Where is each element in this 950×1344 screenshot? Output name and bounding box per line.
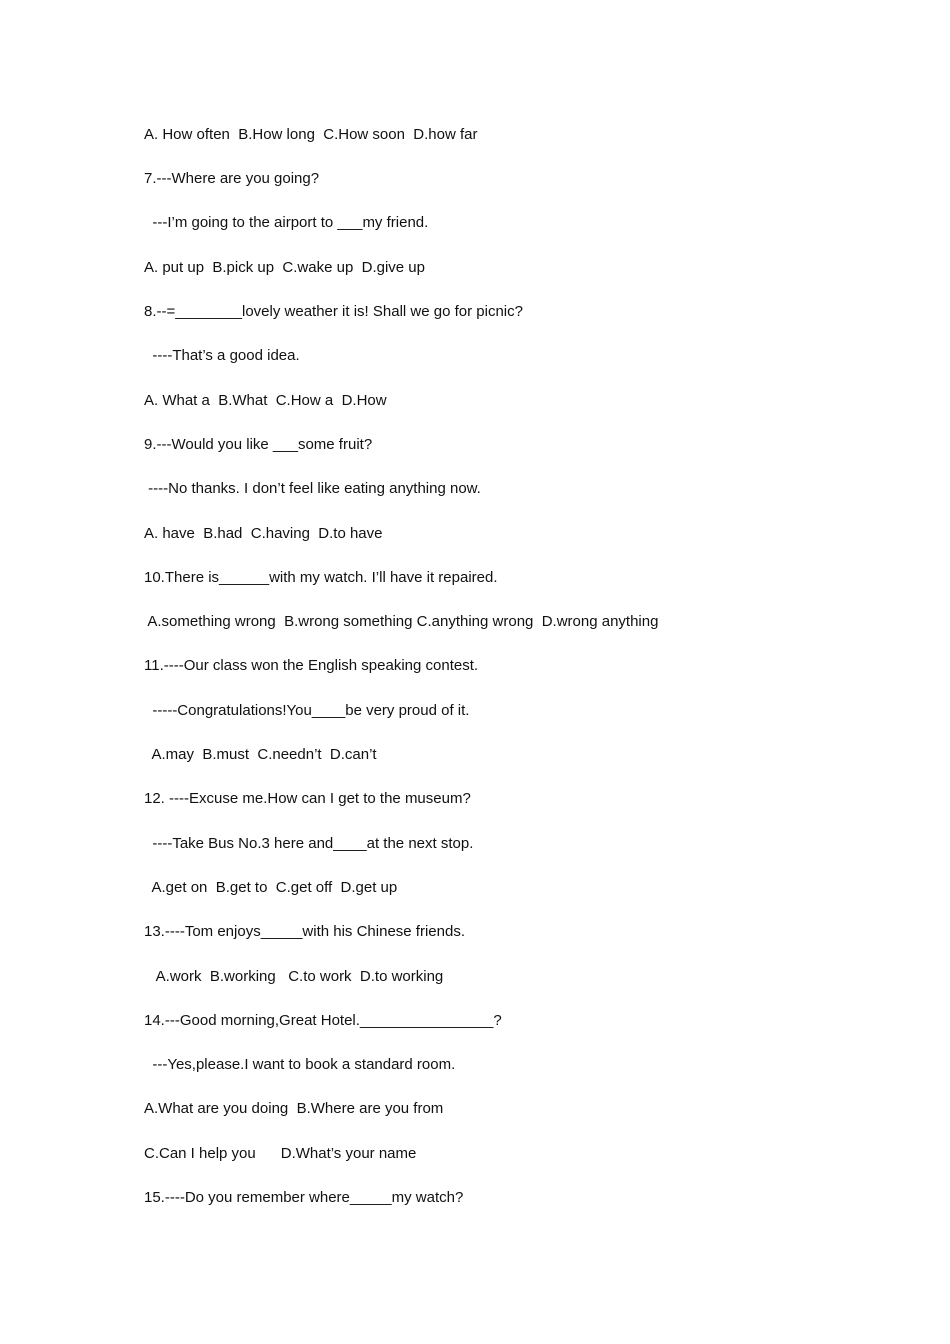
q14-options-cd: C.Can I help you D.What’s your name xyxy=(144,1145,417,1162)
q7-question: 7.---Where are you going? xyxy=(144,170,320,187)
q12-question: 12. ----Excuse me.How can I get to the museum? xyxy=(144,790,471,807)
q8-question: 8.--=________lovely weather it is! Shall we go for picnic? xyxy=(144,303,523,320)
q9-question: 9.---Would you like ___some fruit? xyxy=(144,436,373,453)
q9-answer-line: ----No thanks. I don’t feel like eating anything now. xyxy=(144,480,481,497)
q13-question: 13.----Tom enjoys_____with his Chinese friends. xyxy=(144,923,465,940)
q6-options: A. How often B.How long C.How soon D.how far xyxy=(144,126,478,143)
q12-options: A.get on B.get to C.get off D.get up xyxy=(144,879,398,896)
q11-question: 11.----Our class won the English speaking contest. xyxy=(144,657,479,674)
q12-answer-line: ----Take Bus No.3 here and____at the next stop. xyxy=(144,835,474,852)
q11-options: A.may B.must C.needn’t D.can’t xyxy=(144,746,377,763)
q9-options: A. have B.had C.having D.to have xyxy=(144,525,383,542)
q15-question: 15.----Do you remember where_____my watch? xyxy=(144,1189,464,1206)
q14-answer-line: ---Yes,please.I want to book a standard room. xyxy=(144,1056,456,1073)
q8-answer-line: ----That’s a good idea. xyxy=(144,347,300,364)
q10-options: A.something wrong B.wrong something C.anything wrong D.wrong anything xyxy=(144,613,659,630)
q8-options: A. What a B.What C.How a D.How xyxy=(144,392,387,409)
q11-answer-line: -----Congratulations!You____be very proud of it. xyxy=(144,702,470,719)
q14-question: 14.---Good morning,Great Hotel.________________? xyxy=(144,1012,502,1029)
q10-question: 10.There is______with my watch. I’ll have it repaired. xyxy=(144,569,498,586)
q7-options: A. put up B.pick up C.wake up D.give up xyxy=(144,259,425,276)
q7-answer-line: ---I’m going to the airport to ___my friend. xyxy=(144,214,429,231)
q13-options: A.work B.working C.to work D.to working xyxy=(144,968,444,985)
q14-options-ab: A.What are you doing B.Where are you from xyxy=(144,1100,444,1117)
